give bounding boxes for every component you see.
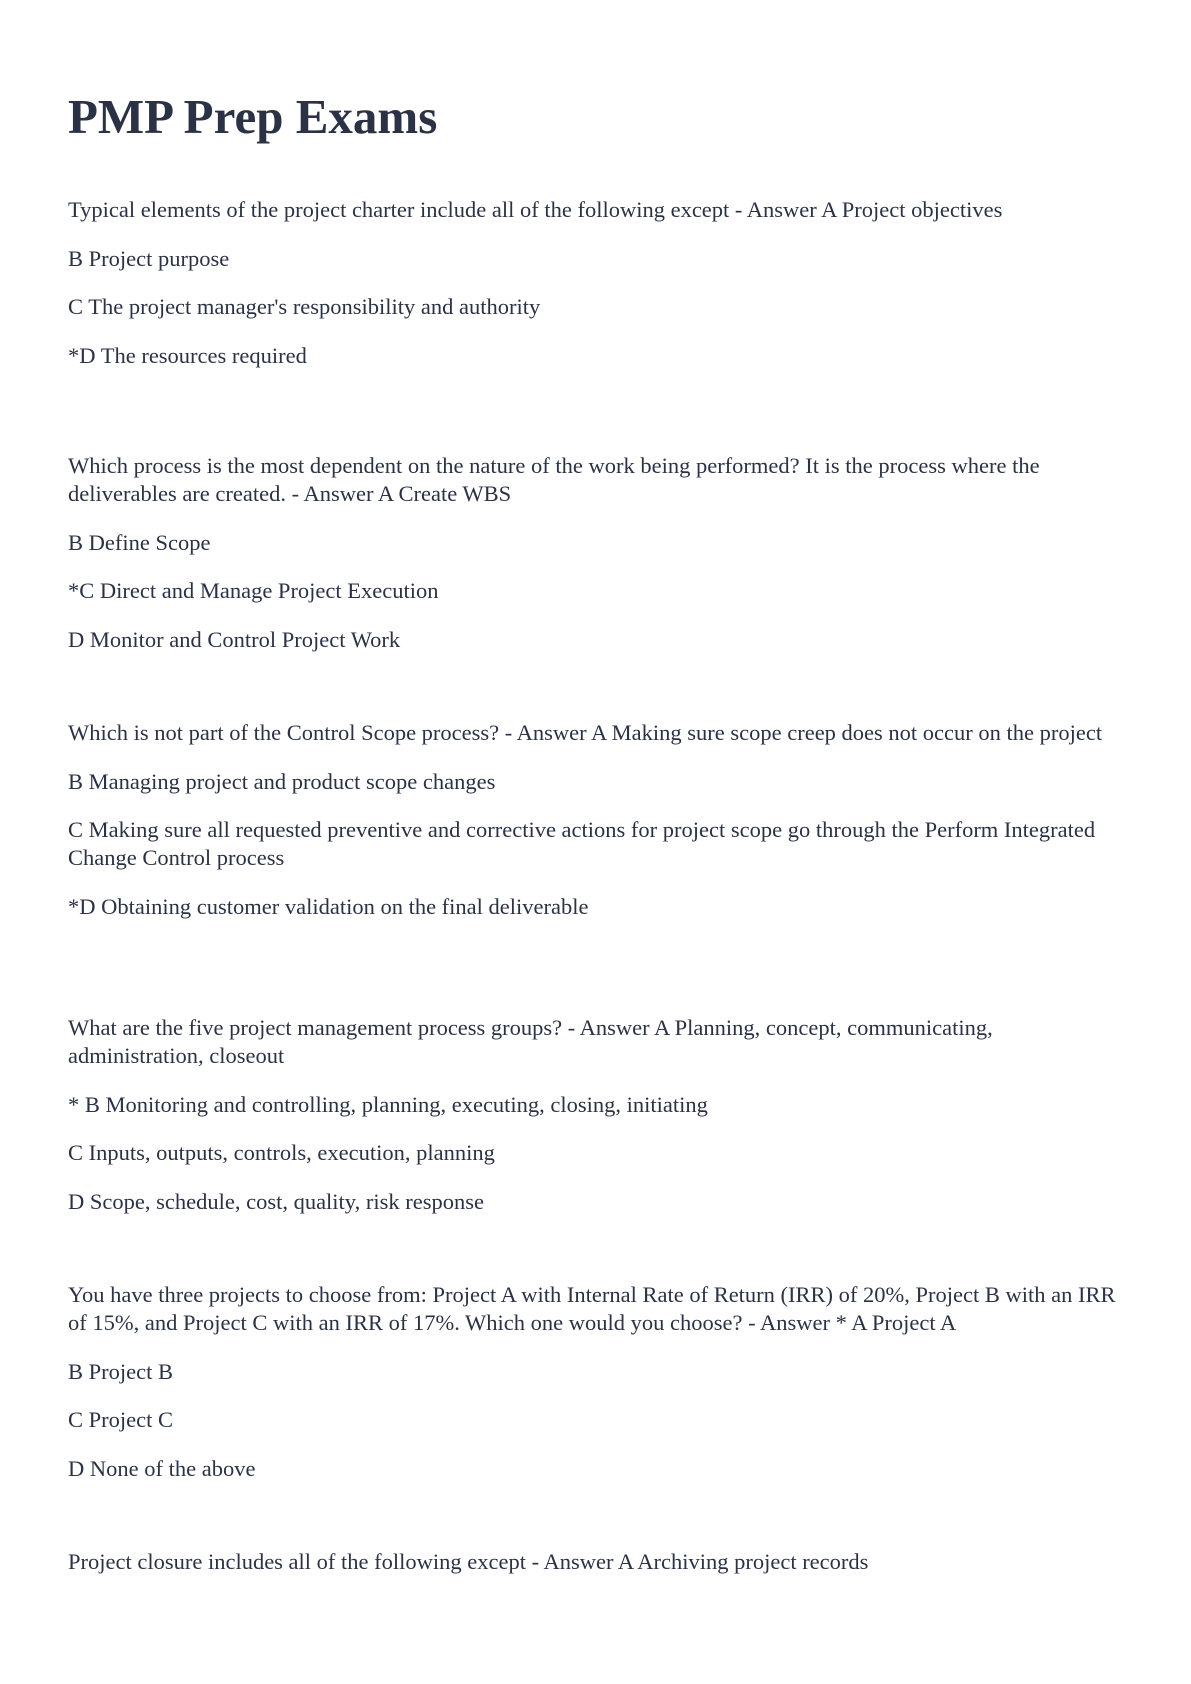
answer-option: D Scope, schedule, cost, quality, risk response [68,1188,484,1214]
answer-option: * B Monitoring and controlling, planning, executing, closing, initiating [68,1091,708,1117]
question-block-3 [68,719,1128,941]
question-prompt: Project closure includes all of the following except - Answer A Archiving project records [68,1549,869,1574]
answer-option: B Managing project and product scope changes [68,768,496,794]
answer-option: *D Obtaining customer validation on the final deliverable [68,893,589,919]
question-block-5 [68,1281,1128,1503]
answer-option: *D The resources required [68,342,307,368]
answer-option: D Monitor and Control Project Work [68,626,401,652]
answer-option: B Project purpose [68,245,230,271]
answer-option: B Project B [68,1358,173,1384]
answer-option: *C Direct and Manage Project Execution [68,578,439,603]
answer-option: C Making sure all requested preventive and corrective actions for project scope go through the Perform Integrated Change Control process [68,817,1096,870]
question-block-4 [68,1014,1128,1236]
answer-option: B Define Scope [68,529,211,555]
document-title: PMP Prep Exams [68,89,438,144]
question-block-6 [68,1548,1128,1597]
answer-option: C Inputs, outputs, controls, execution, planning [68,1140,495,1165]
answer-option: C The project manager's responsibility and authority [68,294,541,319]
question-block-1 [68,196,1128,390]
question-prompt: Which is not part of the Control Scope process? - Answer A Making sure scope creep does not occur on the project [68,720,1103,745]
question-prompt: Which process is the most dependent on the nature of the work being performed? It is the process where the deliverables are created. - Answer A Create WBS [68,453,1040,506]
answer-option: D None of the above [68,1455,256,1481]
answer-option: C Project C [68,1407,173,1432]
question-prompt: Typical elements of the project charter include all of the following except - Answer A Project objectives [68,197,1003,222]
question-block-2 [68,452,1128,674]
question-prompt: What are the five project management process groups? - Answer A Planning, concept, communicating, administration, closeout [68,1015,993,1068]
question-prompt: You have three projects to choose from: Project A with Internal Rate of Return (IRR) of 20%, Project B with an IRR of 15%, and Project C with an IRR of 17%. Which one would you choose? - Answer * A Project A [68,1282,1116,1335]
